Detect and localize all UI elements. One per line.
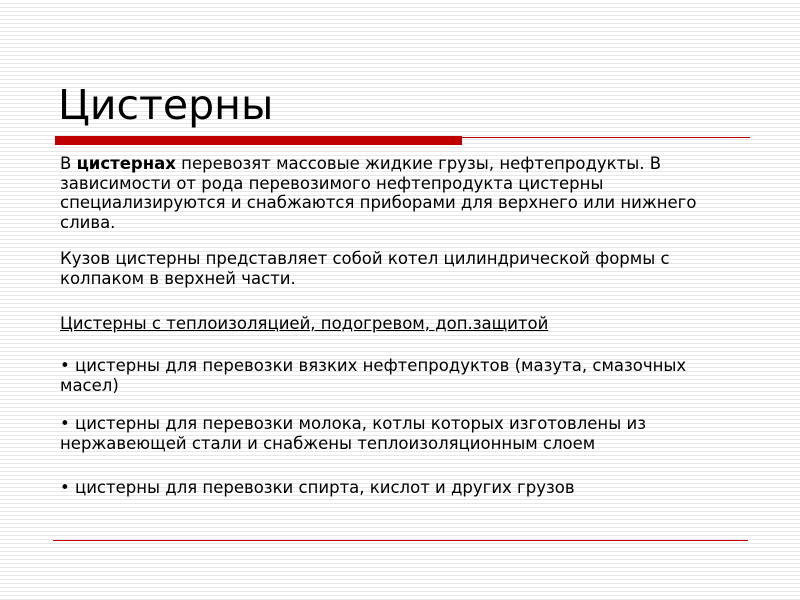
- slide-title: Цистерны: [58, 81, 274, 129]
- body-description-paragraph: Кузов цистерны представляет собой котел цилиндрической формы с колпаком в верхней части.: [60, 249, 670, 288]
- intro-paragraph: [60, 154, 750, 232]
- title-accent-bar: [55, 136, 462, 145]
- footer-divider-line: [53, 540, 748, 541]
- bullet-item: • цистерны для перевозки спирта, кислот и других грузов: [60, 478, 575, 497]
- subheading-underlined: Цистерны с теплоизоляцией, подогревом, доп.защитой: [60, 314, 549, 333]
- intro-bold-term: цистернах: [76, 154, 176, 173]
- bullet-item: • цистерны для перевозки вязких нефтепродуктов (мазута, смазочных масел): [60, 356, 687, 395]
- intro-prefix: В: [60, 154, 77, 173]
- intro-rest: перевозят массовые жидкие грузы, нефтепродукты. В зависимости от рода перевозимого нефтепродукта цистерны специализируются и снабжаются приборами для верхнего или нижнего слива.: [60, 154, 697, 232]
- bullet-item: • цистерны для перевозки молока, котлы которых изготовлены из нержавеющей стали и снабжены теплоизоляционным слоем: [60, 414, 646, 453]
